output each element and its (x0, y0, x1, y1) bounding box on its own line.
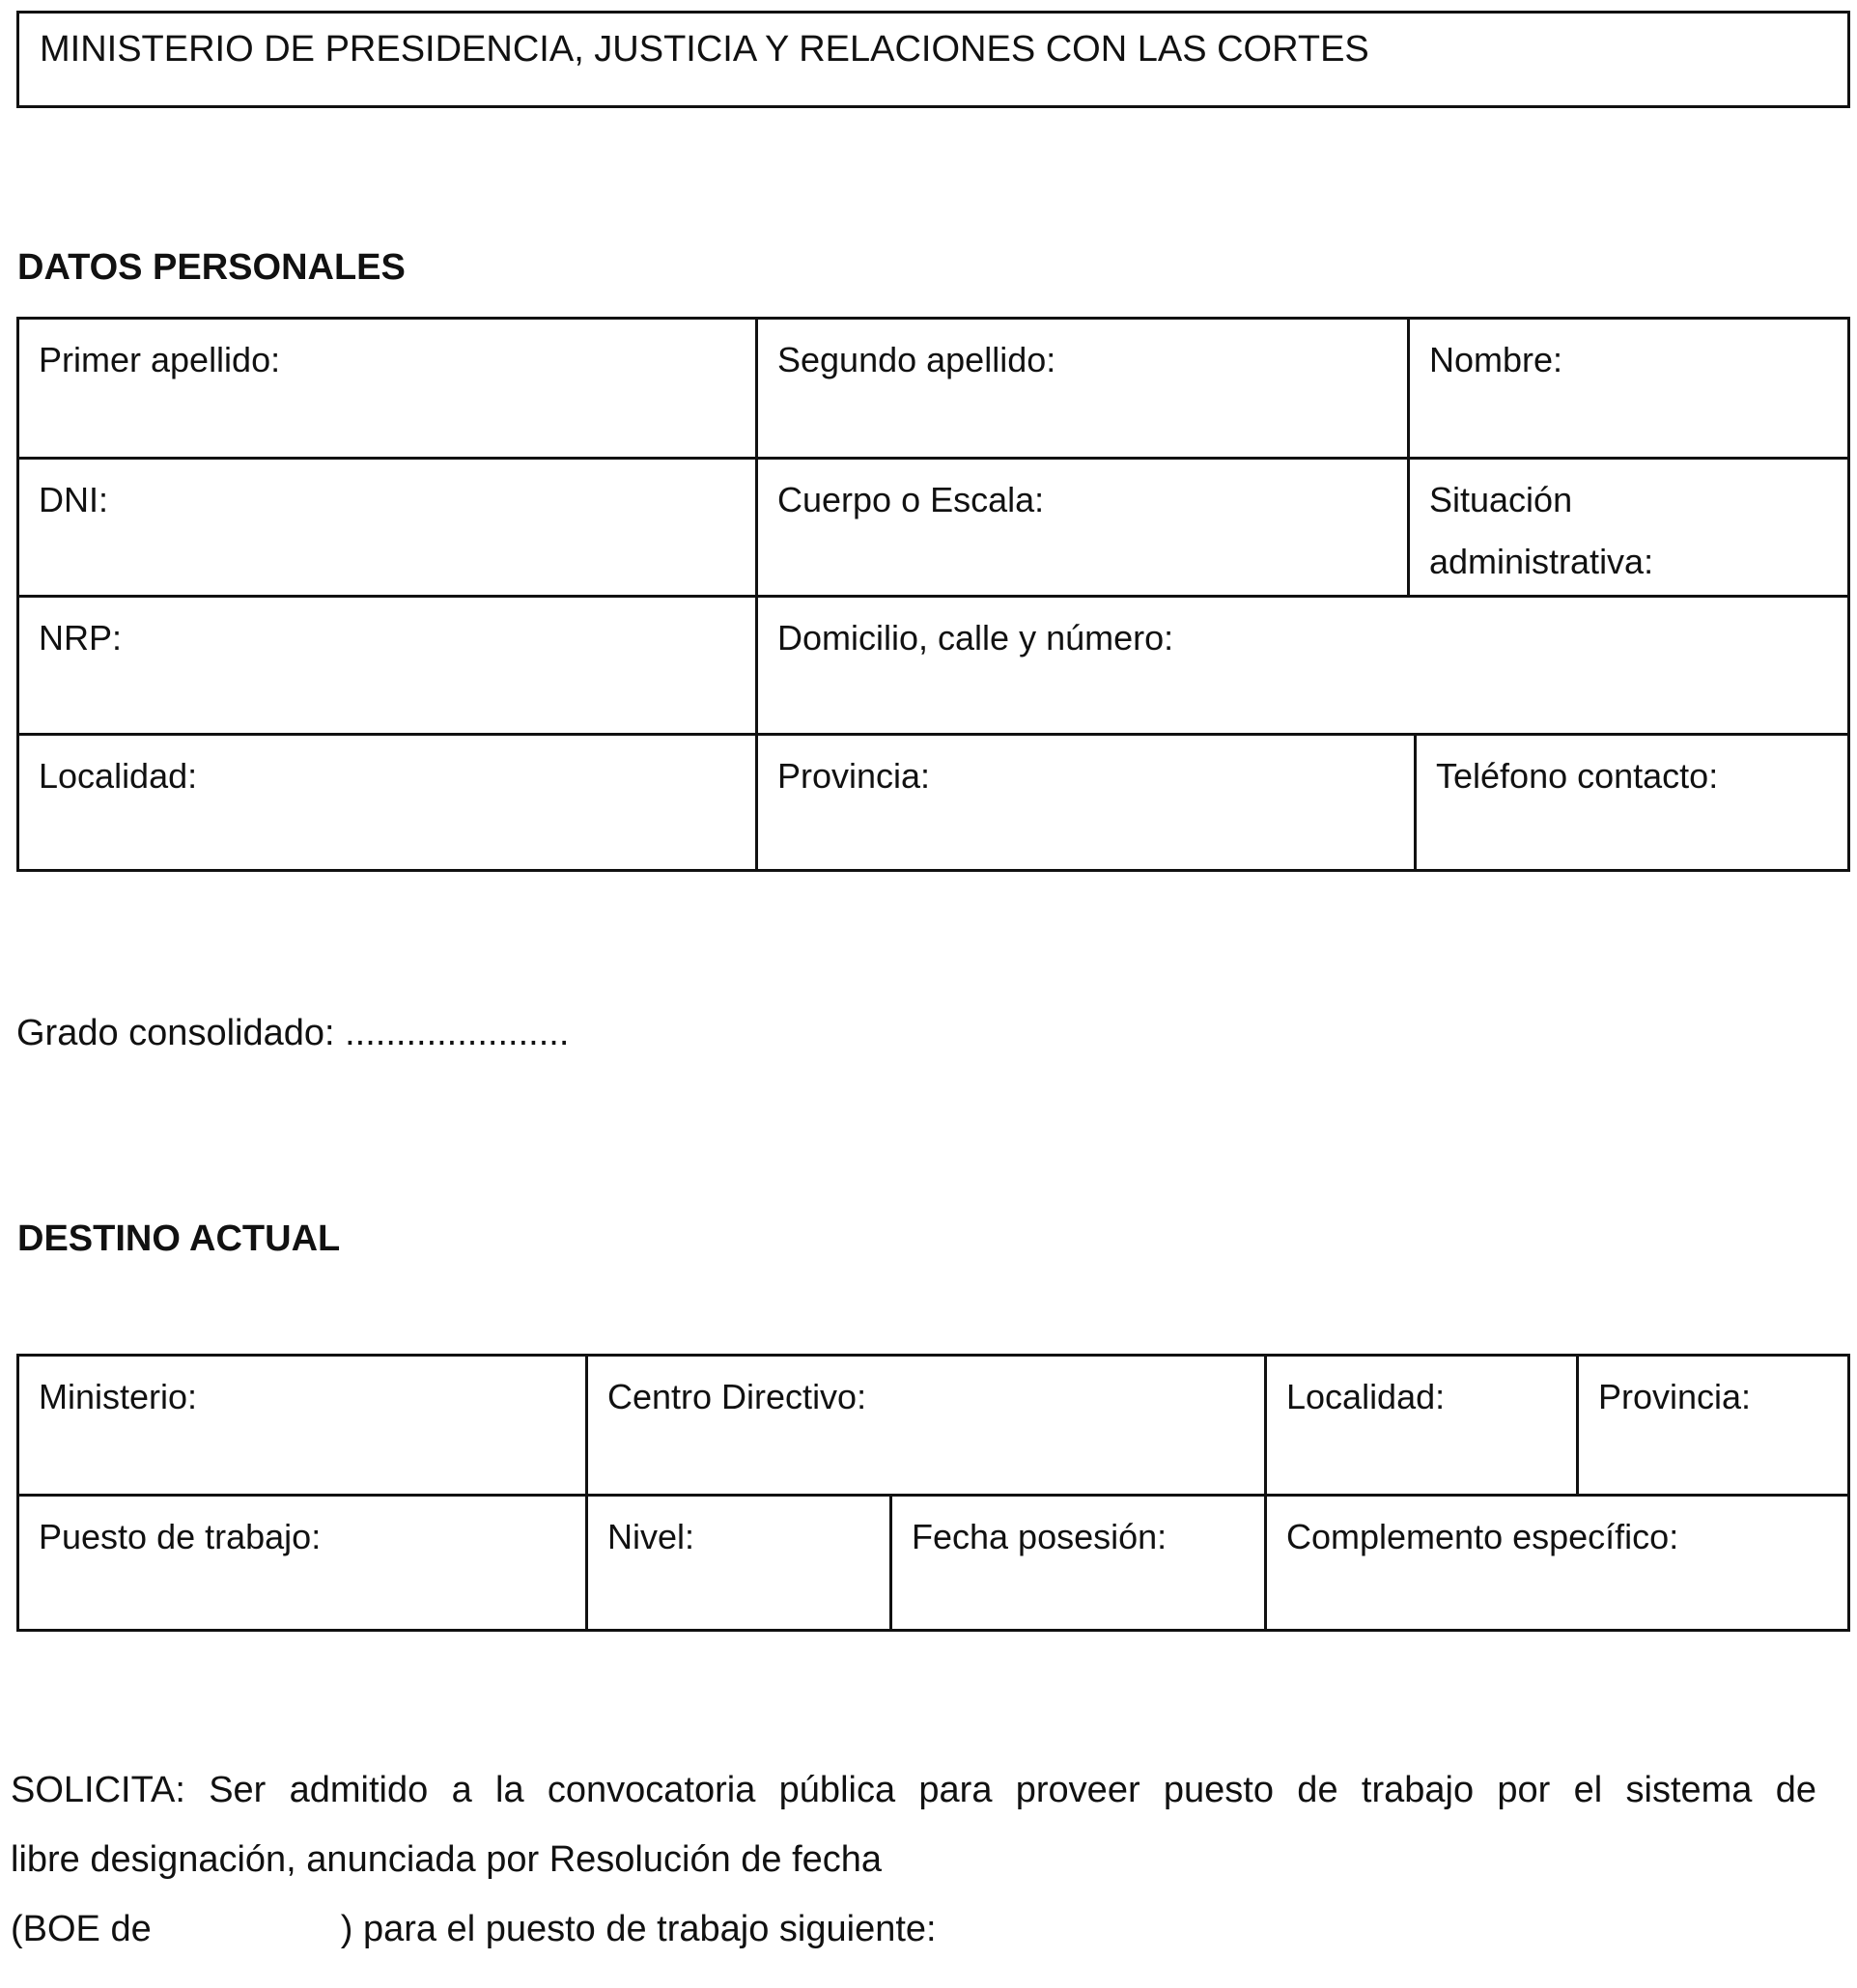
nombre-field[interactable] (1410, 320, 1847, 457)
telefono-label: Teléfono contacto: (1436, 756, 1719, 796)
dni-label: DNI: (39, 480, 108, 519)
fecha-posesion-field[interactable] (892, 1497, 1264, 1629)
ministerio-label: Ministerio: (39, 1377, 198, 1416)
domicilio-field[interactable] (758, 598, 1847, 733)
puesto-trabajo-field[interactable] (19, 1497, 585, 1629)
nivel-field[interactable] (588, 1497, 889, 1629)
destino-provincia-label: Provincia: (1598, 1377, 1752, 1416)
cuerpo-escala-field[interactable] (758, 460, 1407, 595)
localidad-field[interactable] (19, 736, 755, 869)
puesto-siguiente-label: ) para el puesto de trabajo siguiente: (340, 1909, 937, 1949)
situacion-label-line2: administrativa: (1429, 542, 1654, 581)
complemento-especifico-field[interactable] (1267, 1497, 1847, 1629)
solicita-line-1: SOLICITA: Ser admitido a la convocatoria pública para proveer puesto de trabajo por el sistema de (11, 1770, 1816, 1810)
puesto-trabajo-label: Puesto de trabajo: (39, 1517, 322, 1556)
ministerio-field[interactable] (19, 1357, 585, 1494)
primer-apellido-label: Primer apellido: (39, 340, 281, 379)
localidad-label: Localidad: (39, 756, 198, 796)
solicita-line-3 (11, 1894, 1816, 1964)
provincia-field[interactable] (758, 736, 1414, 869)
destino-actual-heading: DESTINO ACTUAL (17, 1218, 341, 1259)
destino-localidad-label: Localidad: (1286, 1377, 1446, 1416)
primer-apellido-field[interactable] (19, 320, 755, 457)
boe-label: (BOE de (11, 1909, 152, 1949)
nombre-label: Nombre: (1429, 340, 1563, 379)
nrp-label: NRP: (39, 618, 123, 658)
situacion-label-line1: Situación (1429, 480, 1573, 519)
solicita-line-2: libre designación, anunciada por Resolución de fecha (11, 1839, 883, 1880)
provincia-label: Provincia: (777, 756, 931, 796)
grado-consolidado[interactable]: Grado consolidado: ...................... (16, 1013, 570, 1053)
ministry-title: MINISTERIO DE PRESIDENCIA, JUSTICIA Y RELACIONES CON LAS CORTES (40, 29, 1369, 70)
domicilio-label: Domicilio, calle y número: (777, 618, 1174, 658)
segundo-apellido-label: Segundo apellido: (777, 340, 1056, 379)
destino-provincia-field[interactable] (1579, 1357, 1847, 1494)
fecha-posesion-label: Fecha posesión: (912, 1517, 1168, 1556)
solicita-paragraph (11, 1755, 1816, 1964)
nivel-label: Nivel: (607, 1517, 695, 1556)
cuerpo-escala-label: Cuerpo o Escala: (777, 480, 1045, 519)
ministry-header-box (16, 11, 1850, 108)
centro-directivo-field[interactable] (588, 1357, 1264, 1494)
destino-localidad-field[interactable] (1267, 1357, 1576, 1494)
nrp-field[interactable] (19, 598, 755, 733)
telefono-field[interactable] (1417, 736, 1847, 869)
personal-data-heading: DATOS PERSONALES (17, 247, 406, 288)
complemento-especifico-label: Complemento específico: (1286, 1517, 1679, 1556)
situacion-field[interactable] (1410, 460, 1847, 595)
dni-field[interactable] (19, 460, 755, 595)
personal-data-table (16, 317, 1850, 872)
destino-actual-table (16, 1354, 1850, 1632)
centro-directivo-label: Centro Directivo: (607, 1377, 867, 1416)
segundo-apellido-field[interactable] (758, 320, 1407, 457)
